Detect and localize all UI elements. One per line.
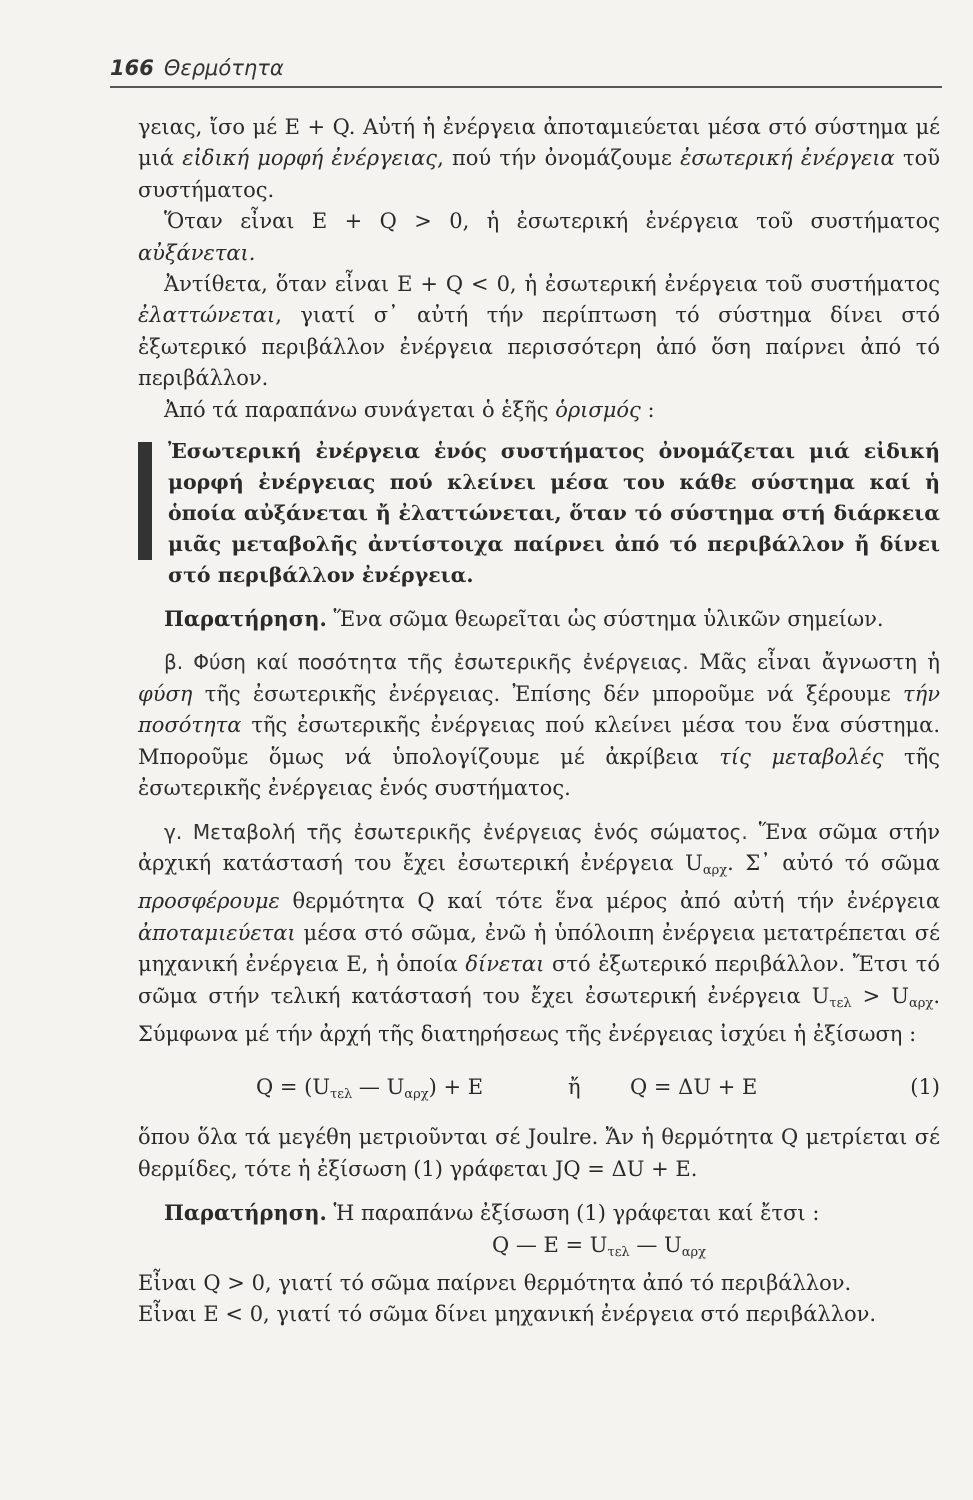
equation-1-left: $Q = (U_{\tau\varepsilon\lambda}$ — $U_{\alpha\rho\chi}) + E$ xyxy=(256,1075,484,1103)
header-rule xyxy=(110,86,942,88)
chapter-title: Θερμότητα xyxy=(163,56,284,80)
paragraph-after-equation: ὅπου ὅλα τά μεγέθη μετριοῦνται σέ Joulre. Ἄν ἡ θερμότητα Q μετρίεται σέ θερμίδες, τότε ἡ ἐξίσωση (1) γράφεται JQ = ΔU + E. xyxy=(138,1125,940,1181)
equation-1-right: Q = ΔU + E xyxy=(630,1075,758,1100)
final-line-1: Εἶναι Q > 0, γιατί τό σῶμα παίρνει θερμότητα ἀπό τό περιβάλλον. xyxy=(138,1270,852,1295)
paragraph-1: γειας, ἴσο μέ Ε + Q. Αὐτή ἡ ἐνέργεια ἀποταμιεύεται μέσα στό σύστημα μέ μιά εἰδική μορφή ἐνέργειας, πού τήν ὀνομάζουμε ἐσωτερική ἐνέργεια τοῦ συστήματος. xyxy=(138,115,940,202)
section-c: γ. Μεταβολή τῆς ἐσωτερικῆς ἐνέργειας ἑνός σώματος. Ἕνα σῶμα στήν ἀρχική κατάστασή του ἔχει ἐσωτερική ἐνέργεια $U_{\alpha\rho\chi}$. Σ᾽ αὐτό τό σῶμα προσφέρουμε θερμότητα Q καί τότε ἕνα μέρος ἀπό αὐτή τήν ἐνέργεια ἀποταμιεύεται μέσα στό σῶμα, ἐνῶ ἡ ὑπόλοιπη ἐνέργεια μετατρέπεται σέ μηχανική ἐνέργεια Ε, ἡ ὁποία δίνεται στό ἐξωτερικό περιβάλλον. Ἔτσι τό σῶμα στήν τελική κατάστασή του ἔχει ἐσωτερική ἐνέργεια $U_{\tau\varepsilon\lambda} > U_{\alpha\rho\chi}$. Σύμφωνα μέ τήν ἀρχή τῆς διατηρήσεως τῆς ἐνέργειας ἰσχύει ἡ ἐξίσωση : xyxy=(138,819,940,1046)
definition-text: Ἐσωτερική ἐνέργεια ἑνός συστήματος ὀνομάζεται μιά εἰδική μορφή ἐνέργειας πού κλείνει μέσα του κάθε σύστημα καί ἡ ὁποία αὐξάνεται ἤ ἐλαττώνεται, ὅταν τό σύστημα στή διάρκεια μιᾶς μεταβολῆς ἀντίστοιχα παίρνει ἀπό τό περιβάλλον ἤ δίνει στό περιβάλλον ἐνέργεια. xyxy=(168,439,940,588)
definition-marker-bar xyxy=(138,442,152,560)
page-header xyxy=(110,56,284,80)
section-c-heading: γ. Μεταβολή τῆς ἐσωτερικῆς ἐνέργειας ἑνός σώματος. xyxy=(164,819,748,844)
paragraph-2: Ὅταν εἶναι Ε + Q > 0, ἡ ἐσωτερική ἐνέργεια τοῦ συστήματος αὐξάνεται. xyxy=(138,209,940,265)
note-1: Παρατήρηση. Ἕνα σῶμα θεωρεῖται ὡς σύστημα ὑλικῶν σημείων. xyxy=(164,606,884,632)
section-b: β. Φύση καί ποσότητα τῆς ἐσωτερικῆς ἐνέργειας. Μᾶς εἶναι ἄγνωστη ἡ φύση τῆς ἐσωτερικῆς ἐνέργειας. Ἐπίσης δέν μποροῦμε νά ξέρουμε τήν ποσότητα τῆς ἐσωτερικῆς ἐνέργειας πού κλείνει μέσα του ἕνα σύστημα. Μποροῦμε ὅμως νά ὑπολογίζουμε μέ ἀκρίβεια τίς μεταβολές τῆς ἐσωτερικῆς ἐνέργειας ἑνός συστήματος. xyxy=(138,650,940,801)
note-2: Παρατήρηση. Ἡ παραπάνω ἐξίσωση (1) γράφεται καί ἔτσι : xyxy=(164,1200,820,1226)
page-number: 166 xyxy=(110,56,154,80)
equation-number: (1) xyxy=(910,1075,940,1100)
paragraph-3: Ἀντίθετα, ὅταν εἶναι Ε + Q < 0, ἡ ἐσωτερική ἐνέργεια τοῦ συστήματος ἐλαττώνεται, γιατί σ᾽ αὐτή τήν περίπτωση τό σύστημα δίνει στό ἐξωτερικό περιβάλλον ἐνέργεια περισσότερη ἀπό ὅση παίρνει ἀπό τό περιβάλλον. xyxy=(138,272,940,391)
equation-1 xyxy=(138,1062,940,1114)
final-line-2: Εἶναι Ε < 0, γιατί τό σῶμα δίνει μηχανική ἐνέργεια στό περιβάλλον. xyxy=(138,1302,877,1327)
page-body xyxy=(138,112,940,1331)
paragraph-4: Ἀπό τά παραπάνω συνάγεται ὁ ἑξῆς ὁρισμός : xyxy=(164,397,655,422)
definition-box xyxy=(138,436,940,591)
equation-1-or: ἤ xyxy=(568,1075,581,1100)
equation-2: Q — $E = U_{\tau\varepsilon\lambda}$ — $U_{\alpha\rho\chi}$ xyxy=(491,1232,707,1260)
section-b-heading: β. Φύση καί ποσότητα τῆς ἐσωτερικῆς ἐνέργειας. xyxy=(164,650,689,675)
